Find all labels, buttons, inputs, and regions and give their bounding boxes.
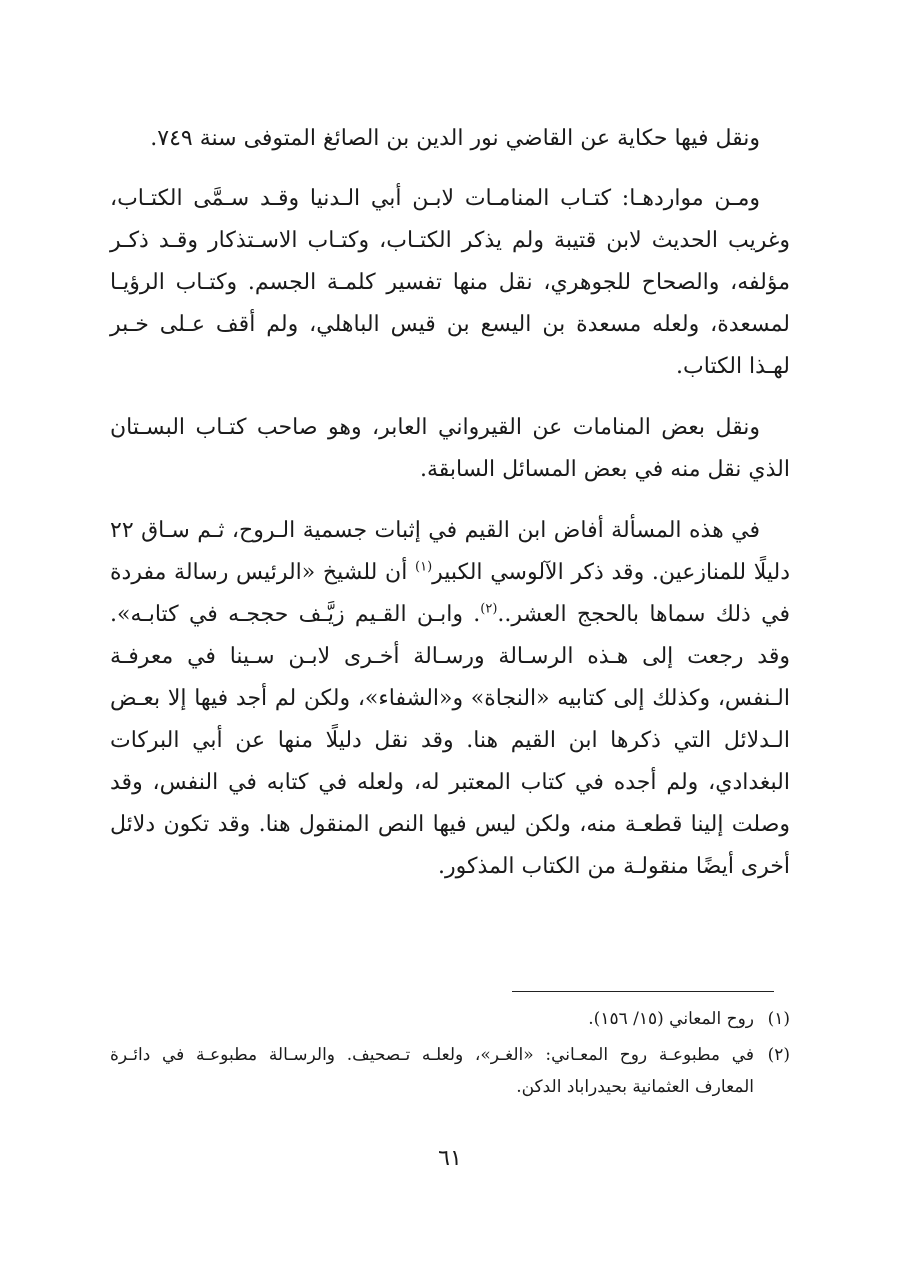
paragraph-2: ومـن مواردهـا: كتـاب المنامـات لابـن أبي الـدنيا وقـد سـمَّى الكتـاب، وغريب الحديث لابن قتيبة ولم يذكر الكتـاب، وكتـاب الاسـتذكار وقـد ذكـر مؤلفه، والصحاح للجوهري، نقل منها تفسير كلمـة الجسم. وكتـاب الرؤيـا لمسعدة، ولعله مسعدة بن اليسع بن قيس الباهلي، ولم أقف عـلى خـبر لهـذا الكتاب. <box>110 186 790 379</box>
footnote-ref-2[interactable]: (٢) <box>480 601 498 617</box>
footnotes <box>110 1003 790 1107</box>
paragraph-3: ونقل بعض المنامات عن القيرواني العابر، وهو صاحب كتـاب البسـتان الذي نقل منه في بعض المسائل السابقة. <box>110 415 790 482</box>
paragraph-4-part-3: . وابـن القـيم زيَّـف حججـه في كتابـه». وقد رجعت إلى هـذه الرسـالة ورسـالة أخـرى لابـن سـينا في معرفـة الـنفس، وكذلك إلى كتابيه «النجاة» و«الشفاء»، ولكن لم أجد فيها إلا بعـض الـدلائل التي ذكرها ابن القيم هنا. وقد نقل دليلًا منها عن أبي البركات البغدادي، ولم أجده في كتاب المعتبر له، ولعله في كتابه في النفس، وقد وصلت إلينا قطعـة منه، ولكن ليس فيها النص المنقول هنا. وقد تكون دلائل أخرى أيضًا منقولـة من الكتاب المذكور. <box>110 602 790 879</box>
paragraph-4-part-2: أن للشيخ «الرئيس رسالة مفردة في ذلك سماها بالحجج العشر.. <box>110 560 791 627</box>
footnote-1-number: (١) <box>767 1009 790 1029</box>
footnote-2-text: في مطبوعـة روح المعـاني: «الغـر»، ولعلـه تـصحيف. والرسـالة مطبوعـة في دائـرة المعارف العثمانية بحيدراباد الدكن. <box>110 1045 754 1097</box>
footnote-2-number: (٢) <box>767 1045 790 1065</box>
footnote-1 <box>110 1003 790 1035</box>
page-number: ٦١ <box>438 1146 462 1171</box>
paragraph-1: ونقل فيها حكاية عن القاضي نور الدين بن الصائغ المتوفى سنة ٧٤٩. <box>150 126 760 151</box>
page-body <box>110 118 790 907</box>
paragraph-4 <box>110 510 790 888</box>
footnote-divider <box>512 991 774 992</box>
footnote-ref-1[interactable]: (١) <box>415 559 433 575</box>
paragraph-4-part-1: في هذه المسألة أفاض ابن القيم في إثبات جسمية الـروح، ثـم سـاق ٢٢ دليلًا للمنازعين. وقد ذكر الآلوسي الكبير <box>110 518 791 585</box>
footnote-1-text: روح المعاني (١٥/ ١٥٦). <box>588 1009 754 1029</box>
footnote-2 <box>110 1039 790 1103</box>
